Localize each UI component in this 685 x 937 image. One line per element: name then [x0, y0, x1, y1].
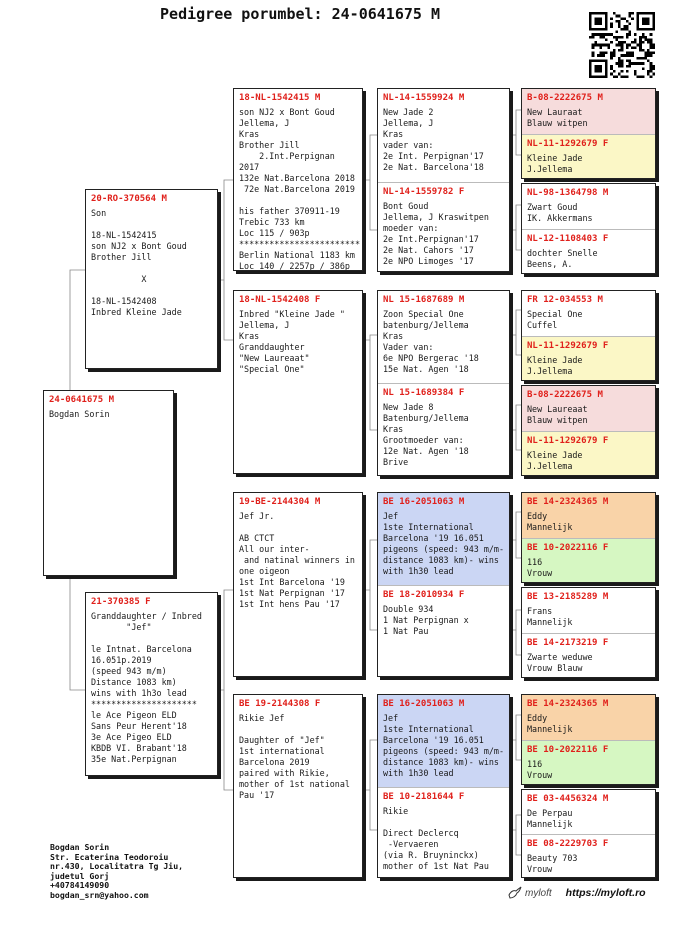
gen4-notes: Eddy Mannelijk — [527, 713, 573, 734]
granddam-paternal-notes: Inbred "Kleine Jade " Jellema, J Kras Granddaughter "New Laureaat" "Special One" — [239, 309, 345, 374]
gen4-ring: BE 10-2022116 F — [527, 745, 609, 755]
gen4-notes: Kleine Jade J.Jellema — [527, 450, 583, 471]
granddam-paternal-card[interactable] — [233, 290, 363, 474]
gen3-notes: Bont Goud Jellema, J Kraswitpen moeder van: 2e Int.Perpignan'17 2e Nat. Cahors '17 2e NPO Limoges '17 — [383, 201, 489, 266]
gen3-ring: NL 15-1687689 M — [383, 295, 465, 305]
dam-card[interactable] — [85, 592, 218, 776]
gen3-notes: New Jade 2 Jellema, J Kras vader van: 2e Int. Perpignan'17 2e Nat. Barcelona'18 — [383, 107, 484, 172]
gen4-card-2[interactable] — [521, 183, 656, 274]
owner-phone: +40784149090 — [50, 880, 110, 891]
gen4-ring: FR 12-034553 M — [527, 295, 603, 305]
gen3-notes: Rikie Direct Declercq -Vervaeren (via R. Bruyninckx) mother of 1st Nat Pau — [383, 806, 489, 871]
gen4-ring: BE 13-2185289 M — [527, 592, 609, 602]
gen4-notes: 116 Vrouw — [527, 759, 553, 780]
gen4-card-3[interactable] — [521, 290, 656, 381]
sire-card[interactable] — [85, 189, 218, 369]
gen3-card-1[interactable] — [377, 88, 510, 272]
grandsire-paternal-ring: 18-NL-1542415 M — [239, 93, 321, 103]
brand-url-link[interactable]: https://myloft.ro — [565, 887, 646, 899]
gen4-notes: New Lauraat Blauw witpen — [527, 107, 588, 128]
gen3-ring: NL 15-1689384 F — [383, 388, 465, 398]
gen4-ring: NL-12-1108403 F — [527, 234, 609, 244]
gen4-ring: NL-11-1292679 F — [527, 139, 609, 149]
sire-notes: Son 18-NL-1542415 son NJ2 x Bont Goud Brother Jill X 18-NL-1542408 Inbred Kleine Jade — [91, 208, 187, 317]
gen4-card-6[interactable] — [521, 587, 656, 678]
gen4-notes: Eddy Mannelijk — [527, 511, 573, 532]
gen3-notes: New Jade 8 Batenburg/Jellema Kras Grootmoeder van: 12e Nat. Agen '18 Brive — [383, 402, 469, 467]
grandsire-maternal-card[interactable] — [233, 492, 363, 677]
brand-logo-text: myloft — [525, 887, 552, 899]
gen3-notes: Double 934 1 Nat Perpignan x 1 Nat Pau — [383, 604, 469, 636]
gen4-notes: Zwarte weduwe Vrouw Blauw — [527, 652, 593, 673]
owner-name: Bogdan Sorin — [50, 842, 110, 852]
gen4-ring: BE 14-2324365 M — [527, 497, 609, 507]
gen3-card-3[interactable] — [377, 492, 510, 677]
owner-street: Str. Ecaterina Teodoroiu — [50, 851, 169, 862]
owner-locality: nr.430, Localitatra Tg Jiu, — [50, 861, 184, 872]
owner-county: judetul Gorj — [50, 870, 110, 881]
gen4-notes: Special One Cuffel — [527, 309, 583, 330]
gen3-ring: BE 10-2181644 F — [383, 792, 465, 802]
owner-email: bogdan_srn@yahoo.com — [50, 889, 149, 900]
gen3-ring: BE 16-2051063 M — [383, 497, 465, 507]
grandsire-paternal-notes: son NJ2 x Bont Goud Jellema, J Kras Brother Jill 2.Int.Perpignan 2017 132e Nat.Barcelona 2018 72e Nat.Barcelona 2019 his father 370911-19 Trebic 733 km Loc 115 / 903p ************************ Berlin National 1183 km Loc 140 / 2257p / 386p — [239, 107, 361, 270]
brand-footer — [508, 883, 646, 903]
gen4-notes: Zwart Goud IK. Akkermans — [527, 202, 593, 223]
gen3-card-2[interactable] — [377, 290, 510, 476]
gen4-card-4[interactable] — [521, 385, 656, 476]
gen4-notes: Kleine Jade J.Jellema — [527, 355, 583, 376]
owner-contact — [50, 843, 183, 901]
sire-ring: 20-RO-370564 M — [91, 194, 167, 204]
gen4-ring: B-08-2222675 M — [527, 390, 603, 400]
pigeon-logo-icon — [508, 886, 522, 900]
grandsire-maternal-notes: Jef Jr. AB CTCT All our inter- and natinal winners in one oigeon 1st Int Barcelona '19 1st Nat Perpignan '17 1st Int hens Pau '17 — [239, 511, 355, 609]
dam-notes: Granddaughter / Inbred "Jef" le Intnat. Barcelona 16.051p.2019 (speed 943 m/m) Distance 1083 km) wins with 1h3o lead ********************* le Ace Pigeon ELD Sans Peur Herent'18 3e Ace Pigeo ELD KBDB VI. Brabant'18 35e Nat.Perpignan — [91, 611, 202, 764]
gen4-ring: BE 08-2229703 F — [527, 839, 609, 849]
gen4-ring: NL-11-1292679 F — [527, 436, 609, 446]
gen3-notes: Zoon Special One batenburg/Jellema Kras Vader van: 6e NPO Bergerac '18 15e Nat. Agen '18 — [383, 309, 479, 374]
granddam-maternal-card[interactable] — [233, 694, 363, 878]
subject-card[interactable] — [43, 390, 174, 576]
granddam-maternal-notes: Rikie Jef Daughter of "Jef" 1st international Barcelona 2019 paired with Rikie, mother of 1st national Pau '17 — [239, 713, 350, 800]
gen4-ring: B-08-2222675 M — [527, 93, 603, 103]
grandsire-maternal-ring: 19-BE-2144304 M — [239, 497, 321, 507]
subject-owner: Bogdan Sorin — [49, 409, 110, 419]
gen3-ring: BE 18-2010934 F — [383, 590, 465, 600]
gen4-ring: BE 03-4456324 M — [527, 794, 609, 804]
granddam-paternal-ring: 18-NL-1542408 F — [239, 295, 321, 305]
gen4-notes: Kleine Jade J.Jellema — [527, 153, 583, 174]
gen4-card-1[interactable] — [521, 88, 656, 179]
gen3-ring: NL-14-1559782 F — [383, 187, 465, 197]
gen4-ring: BE 10-2022116 F — [527, 543, 609, 553]
gen4-notes: 116 Vrouw — [527, 557, 553, 578]
gen3-card-4[interactable] — [377, 694, 510, 878]
gen4-notes: dochter Snelle Beens, A. — [527, 248, 598, 269]
gen4-card-8[interactable] — [521, 789, 656, 878]
gen4-notes: De Perpau Mannelijk — [527, 808, 573, 829]
gen4-notes: New Laureaat Blauw witpen — [527, 404, 588, 425]
gen3-ring: BE 16-2051063 M — [383, 699, 465, 709]
gen4-notes: Frans Mannelijk — [527, 606, 573, 627]
grandsire-paternal-card[interactable] — [233, 88, 363, 271]
page-title: Pedigree porumbel: 24-0641675 M — [160, 5, 440, 23]
gen4-ring: BE 14-2324365 M — [527, 699, 609, 709]
gen4-ring: NL-98-1364798 M — [527, 188, 609, 198]
gen4-notes: Beauty 703 Vrouw — [527, 853, 578, 874]
gen4-card-7[interactable] — [521, 694, 656, 785]
dam-ring: 21-370385 F — [91, 597, 151, 607]
subject-ring: 24-0641675 M — [49, 395, 115, 405]
gen4-ring: NL-11-1292679 F — [527, 341, 609, 351]
gen3-notes: Jef 1ste International Barcelona '19 16.051 pigeons (speed: 943 m/m- distance 1083 km)- wins with 1h30 lead — [383, 511, 505, 576]
gen4-card-5[interactable] — [521, 492, 656, 583]
gen4-ring: BE 14-2173219 F — [527, 638, 609, 648]
gen3-notes: Jef 1ste International Barcelona '19 16.051 pigeons (speed: 943 m/m- distance 1083 km)- wins with 1h30 lead — [383, 713, 505, 778]
granddam-maternal-ring: BE 19-2144308 F — [239, 699, 321, 709]
gen3-ring: NL-14-1559924 M — [383, 93, 465, 103]
